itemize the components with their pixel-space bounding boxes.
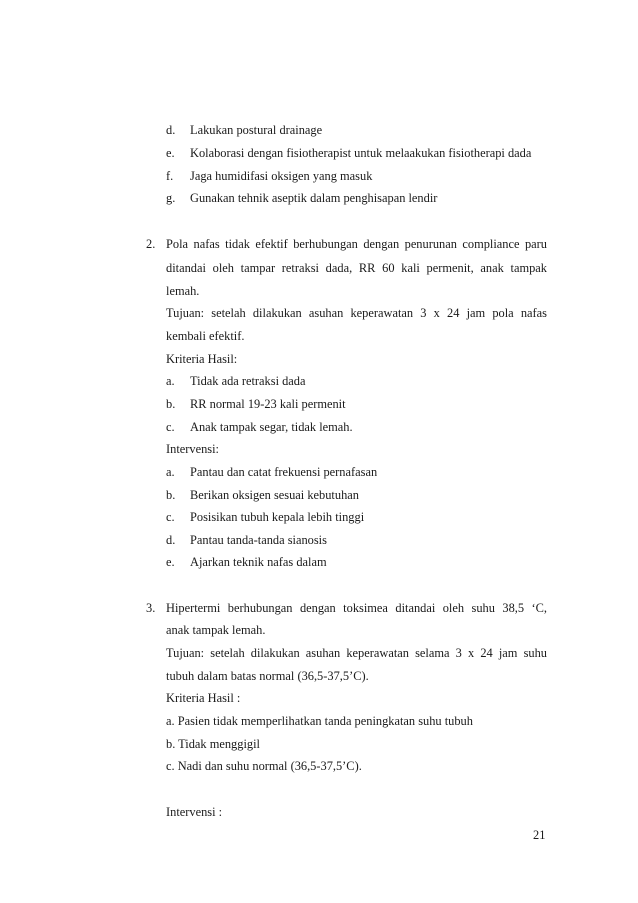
- intervention-label: b.: [166, 488, 176, 502]
- list-item-text: Gunakan tehnik aseptik dalam penghisapan lendir: [190, 191, 438, 205]
- criteria-heading: Kriteria Hasil :: [166, 691, 241, 705]
- goal-line: Tujuan: setelah dilakukan asuhan keperawatan 3 x 24 jam pola nafas: [166, 306, 547, 320]
- section-number: 2.: [146, 237, 156, 251]
- criteria-text: Anak tampak segar, tidak lemah.: [190, 420, 353, 434]
- intervention-text: Ajarkan teknik nafas dalam: [190, 555, 327, 569]
- intervention-text: Pantau dan catat frekuensi pernafasan: [190, 465, 378, 479]
- goal-line: kembali efektif.: [166, 329, 245, 343]
- criteria-text: RR normal 19-23 kali permenit: [190, 397, 346, 411]
- list-item-text: Kolaborasi dengan fisiotherapist untuk melaakukan fisiotherapi dada: [190, 146, 532, 160]
- criteria-text: Tidak ada retraksi dada: [190, 374, 306, 388]
- criteria-label: b.: [166, 397, 176, 411]
- list-item-label: f.: [166, 169, 174, 183]
- diagnosis-line: anak tampak lemah.: [166, 623, 266, 637]
- diagnosis-line: Hipertermi berhubungan dengan toksimea ditandai oleh suhu 38,5 ‘C,: [166, 601, 547, 615]
- criteria-item: a. Pasien tidak memperlihatkan tanda peningkatan suhu tubuh: [166, 714, 473, 728]
- criteria-label: c.: [166, 420, 175, 434]
- intervention-label: c.: [166, 510, 175, 524]
- intervention-text: Berikan oksigen sesuai kebutuhan: [190, 488, 359, 502]
- criteria-item: b. Tidak menggigil: [166, 737, 260, 751]
- intervention-text: Posisikan tubuh kepala lebih tinggi: [190, 510, 365, 524]
- page-number: 21: [533, 828, 546, 842]
- section-number: 3.: [146, 601, 156, 615]
- goal-line: Tujuan: setelah dilakukan asuhan keperawatan selama 3 x 24 jam suhu: [166, 646, 547, 660]
- intervention-heading: Intervensi:: [166, 442, 219, 456]
- diagnosis-line: ditandai oleh tampar retraksi dada, RR 60 kali permenit, anak tampak: [166, 261, 547, 275]
- intervention-label: e.: [166, 555, 175, 569]
- intervention-label: d.: [166, 533, 176, 547]
- intervention-text: Pantau tanda-tanda sianosis: [190, 533, 327, 547]
- list-item-label: d.: [166, 123, 176, 137]
- goal-line: tubuh dalam batas normal (36,5-37,5’C).: [166, 669, 369, 683]
- criteria-label: a.: [166, 374, 175, 388]
- list-item-label: g.: [166, 191, 176, 205]
- intervention-heading: Intervensi :: [166, 805, 223, 819]
- diagnosis-line: lemah.: [166, 284, 200, 298]
- list-item-text: Jaga humidifasi oksigen yang masuk: [190, 169, 373, 183]
- intervention-label: a.: [166, 465, 175, 479]
- criteria-heading: Kriteria Hasil:: [166, 352, 238, 366]
- criteria-item: c. Nadi dan suhu normal (36,5-37,5’C).: [166, 759, 362, 773]
- diagnosis-line: Pola nafas tidak efektif berhubungan dengan penurunan compliance paru: [166, 237, 547, 251]
- list-item-text: Lakukan postural drainage: [190, 123, 323, 137]
- list-item-label: e.: [166, 146, 175, 160]
